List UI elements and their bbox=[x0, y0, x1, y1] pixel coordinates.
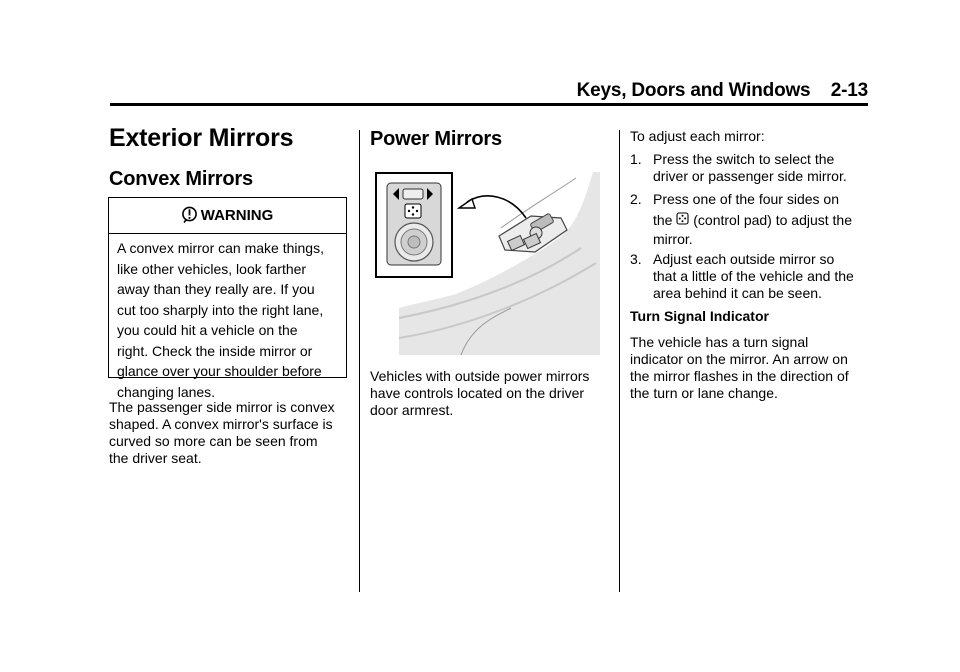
header-rule bbox=[110, 103, 868, 106]
paragraph-line: The passenger side mirror is convex bbox=[109, 399, 335, 415]
section-heading-convex-mirrors: Convex Mirrors bbox=[109, 168, 253, 190]
warning-line: right. Check the inside mirror or bbox=[117, 342, 313, 359]
step-line: Adjust each outside mirror so bbox=[653, 251, 835, 267]
step-number: 1. bbox=[630, 151, 642, 167]
turn-signal-heading: Turn Signal Indicator bbox=[630, 308, 769, 324]
step-text bbox=[653, 191, 878, 248]
step-number: 3. bbox=[630, 251, 642, 267]
step-number: 2. bbox=[630, 191, 642, 207]
section-title: Keys, Doors and Windows bbox=[576, 80, 811, 101]
page-number: 2-13 bbox=[830, 80, 868, 101]
warning-line: like other vehicles, look farther bbox=[117, 260, 307, 277]
paragraph-line: The vehicle has a turn signal bbox=[630, 334, 809, 350]
step-line: Press one of the four sides on bbox=[653, 191, 839, 207]
paragraph-line: the driver seat. bbox=[109, 450, 202, 466]
step-text bbox=[653, 251, 883, 302]
warning-line: A convex mirror can make things, bbox=[117, 240, 324, 256]
caption-line: Vehicles with outside power mirrors bbox=[370, 368, 590, 384]
paragraph-line: shaped. A convex mirror's surface is bbox=[109, 416, 333, 432]
paragraph-line: the turn or lane change. bbox=[630, 385, 778, 401]
adjust-intro: To adjust each mirror: bbox=[630, 128, 765, 144]
step-line-with-icon: the (control pad) to adjust the bbox=[653, 212, 853, 228]
power-mirror-controls-illustration bbox=[371, 168, 600, 355]
paragraph-line: the mirror flashes in the direction of bbox=[630, 368, 849, 384]
section-heading-power-mirrors: Power Mirrors bbox=[370, 128, 502, 150]
power-mirror-caption bbox=[370, 368, 610, 419]
warning-line: changing lanes. bbox=[117, 383, 216, 400]
step-line: driver or passenger side mirror. bbox=[653, 168, 847, 184]
caption-line: door armrest. bbox=[370, 402, 454, 418]
warning-line: glance over your shoulder before bbox=[117, 363, 322, 379]
step-text bbox=[653, 151, 873, 185]
warning-title-text: WARNING bbox=[200, 207, 274, 224]
warning-icon bbox=[182, 206, 197, 223]
page-heading: Exterior Mirrors bbox=[109, 124, 294, 152]
step-line: Press the switch to select the bbox=[653, 151, 835, 167]
convex-mirror-paragraph bbox=[109, 399, 354, 467]
warning-title bbox=[109, 198, 346, 234]
page-header bbox=[110, 80, 868, 105]
warning-line: away than they really are. If you bbox=[117, 281, 315, 297]
header-title-line bbox=[577, 80, 868, 102]
warning-line: cut too sharply into the right lane, bbox=[117, 301, 324, 318]
step-line: mirror. bbox=[653, 231, 693, 247]
warning-text bbox=[117, 238, 345, 402]
caption-line: have controls located on the driver bbox=[370, 385, 585, 401]
column-divider-right bbox=[619, 130, 620, 592]
column-divider-left bbox=[359, 130, 360, 592]
turn-signal-paragraph bbox=[630, 334, 870, 402]
step-line: area behind it can be seen. bbox=[653, 285, 822, 301]
control-pad-icon bbox=[676, 212, 689, 226]
paragraph-line: indicator on the mirror. An arrow on bbox=[630, 351, 848, 367]
paragraph-line: curved so more can be seen from bbox=[109, 433, 318, 449]
step-line: that a little of the vehicle and the bbox=[653, 268, 854, 284]
warning-line: you could hit a vehicle on the bbox=[117, 322, 298, 338]
warning-box bbox=[108, 197, 347, 400]
